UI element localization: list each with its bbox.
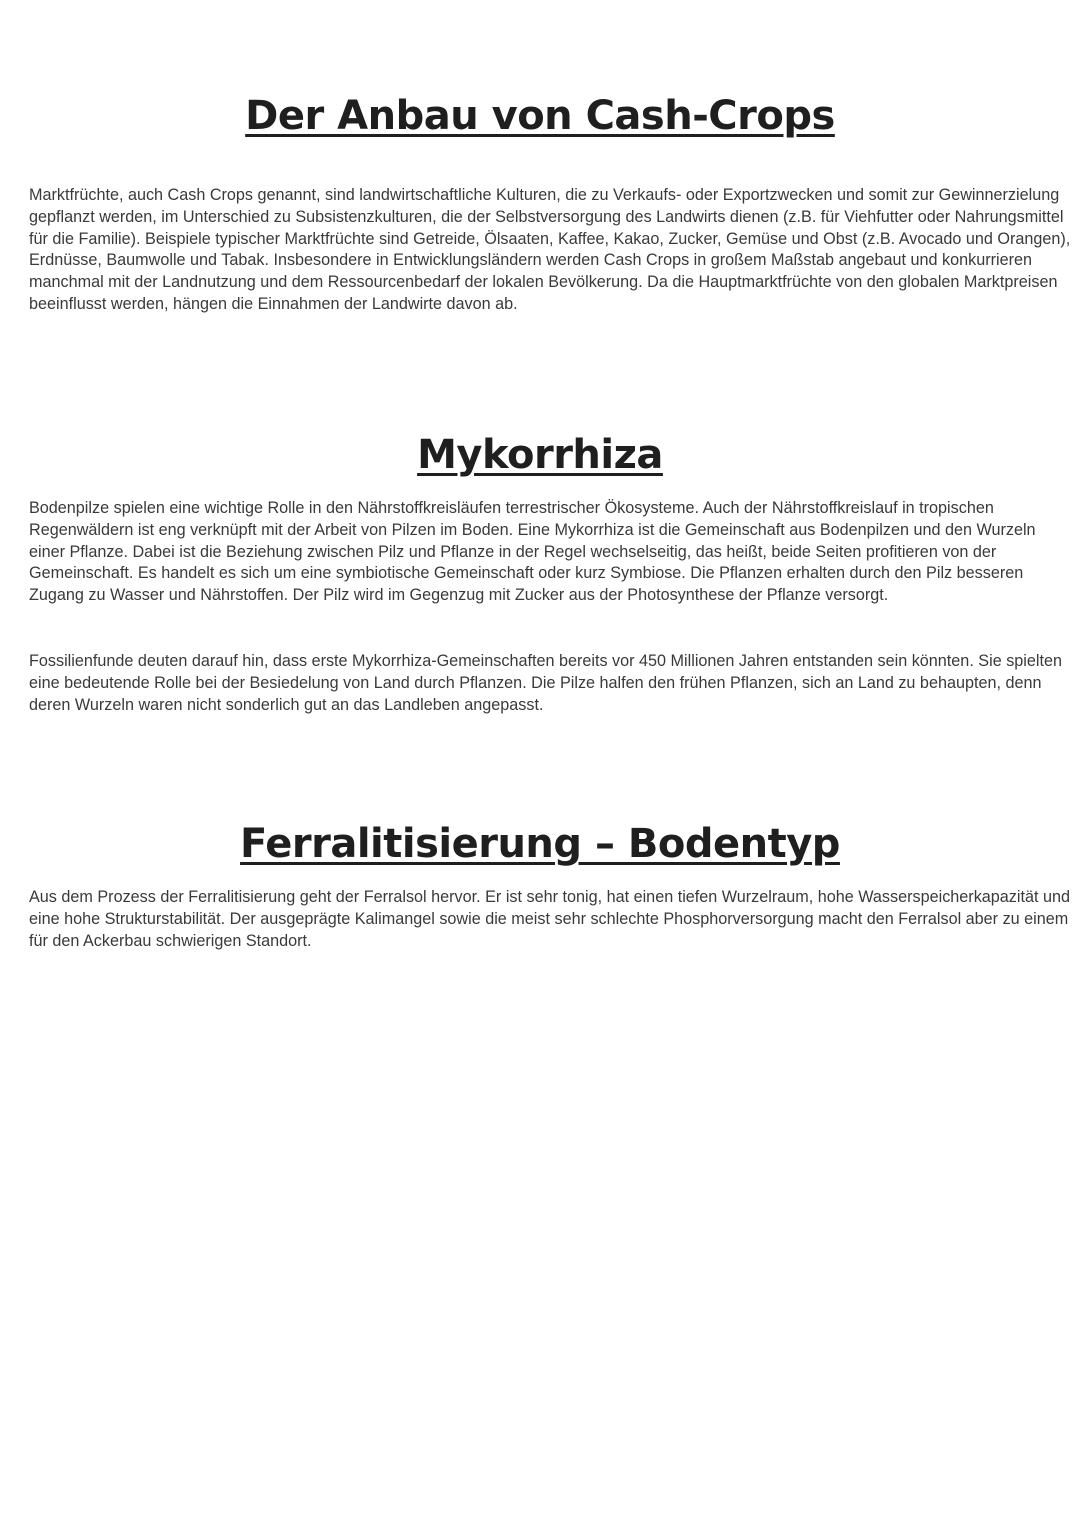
section-title-mykorrhiza	[0, 431, 1080, 479]
section-title-ferralitisierung	[0, 820, 1080, 868]
paragraph-ferralitisierung: Aus dem Prozess der Ferralitisierung geht der Ferralsol hervor. Er ist sehr tonig, hat einen tiefen Wurzelraum, hohe Wasserspeicherkapazität und eine hohe Strukturstabilität. Der ausgeprägte Kalimangel sowie die meist sehr schlechte Phosphorversorgung macht den Ferralsol aber zu einem für den Ackerbau schwierigen Standort.	[29, 888, 1070, 950]
section-title-text: Ferralitisierung – Bodentyp	[240, 821, 840, 867]
section-title-cash-crops	[0, 92, 1080, 140]
paragraph-cash-crops: Marktfrüchte, auch Cash Crops genannt, sind landwirtschaftliche Kulturen, die zu Verkaufs- oder Exportzwecken und somit zur Gewinnerzielung gepflanzt werden, im Unterschied zu Subsistenzkulturen, die der Selbstversorgung des Landwirts dienen (z.B. für Viehfutter oder Nahrungsmittel für die Familie). Beispiele typischer Marktfrüchte sind Getreide, Ölsaaten, Kaffee, Kakao, Zucker, Gemüse und Obst (z.B. Avocado und Orangen), Erdnüsse, Baumwolle und Tabak. Insbesondere in Entwicklungsländern werden Cash Crops in großem Maßstab angebaut und konkurrieren manchmal mit der Landnutzung und dem Ressourcenbedarf der lokalen Bevölkerung. Da die Hauptmarktfrüchte von den globalen Marktpreisen beeinflusst werden, hängen die Einnahmen der Landwirte davon ab.	[29, 186, 1071, 313]
paragraph-mykorrhiza-2: Fossilienfunde deuten darauf hin, dass erste Mykorrhiza-Gemeinschaften bereits vor 450 Millionen Jahren entstanden sein könnten. Sie spielten eine bedeutende Rolle bei der Besiedelung von Land durch Pflanzen. Die Pilze halfen den frühen Pflanzen, sich an Land zu behaupten, denn deren Wurzeln waren nicht sonderlich gut an das Landleben angepasst.	[29, 652, 1062, 714]
paragraph-mykorrhiza-1: Bodenpilze spielen eine wichtige Rolle in den Nährstoffkreisläufen terrestrischer Ökosysteme. Auch der Nährstoffkreislauf in tropischen Regenwäldern ist eng verknüpft mit der Arbeit von Pilzen im Boden. Eine Mykorrhiza ist die Gemeinschaft aus Bodenpilzen und den Wurzeln einer Pflanze. Dabei ist die Beziehung zwischen Pilz und Pflanze in der Regel wechselseitig, das heißt, beide Seiten profitieren von der Gemeinschaft. Es handelt es sich um eine symbiotische Gemeinschaft oder kurz Symbiose. Die Pflanzen erhalten durch den Pilz besseren Zugang zu Wasser und Nährstoffen. Der Pilz wird im Gegenzug mit Zucker aus der Photosynthese der Pflanze versorgt.	[29, 499, 1036, 605]
section-title-text: Mykorrhiza	[417, 432, 663, 478]
section-title-text: Der Anbau von Cash-Crops	[245, 93, 835, 139]
